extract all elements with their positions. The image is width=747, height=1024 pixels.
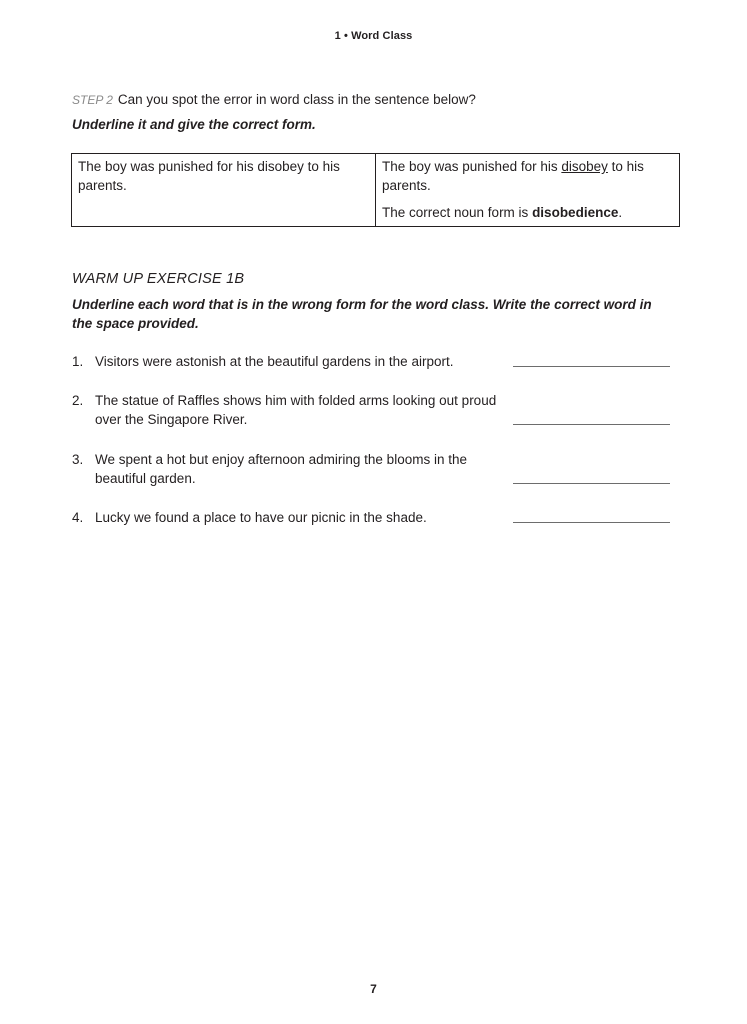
answer-line[interactable] <box>513 424 670 425</box>
correction-prefix: The correct noun form is <box>382 205 533 220</box>
question-text: Lucky we found a place to have our picnic in the shade. <box>95 510 427 525</box>
correction-suffix: . <box>618 205 623 220</box>
step-question <box>72 91 476 109</box>
exercise-instruction: Underline each word that is in the wrong form for the word class. Write the correct word in the space provided. <box>72 297 652 331</box>
question-number: 4. <box>72 510 84 525</box>
sentence-part: The boy was punished for his <box>382 159 562 174</box>
step-tag: STEP 2 <box>72 93 113 107</box>
exercise-title: WARM UP EXERCISE 1B <box>72 271 245 287</box>
question-text: The statue of Raffles shows him with folded arms looking out proud over the Singapore River. <box>95 393 497 427</box>
page-number: 7 <box>370 982 377 996</box>
sentence-part: to his parents. <box>382 159 644 193</box>
question-text: Visitors were astonish at the beautiful gardens in the airport. <box>95 354 454 369</box>
answer-line[interactable] <box>513 522 670 523</box>
correction-note <box>382 203 673 222</box>
example-incorrect-sentence: The boy was punished for his disobey to his parents. <box>78 159 340 193</box>
underlined-error-word: disobey <box>561 159 608 174</box>
question-number: 1. <box>72 354 84 369</box>
step-question-text: Can you spot the error in word class in the sentence below? <box>117 92 476 107</box>
example-table <box>71 153 680 227</box>
question-number: 3. <box>72 452 84 467</box>
example-incorrect-cell <box>72 154 376 227</box>
question-number: 2. <box>72 393 84 408</box>
correction-word: disobedience <box>532 205 619 220</box>
answer-line[interactable] <box>513 366 670 367</box>
example-underlined-sentence <box>382 157 673 195</box>
example-corrected-cell <box>376 154 680 227</box>
answer-line[interactable] <box>513 483 670 484</box>
page-header: 1 • Word Class <box>334 30 413 42</box>
step-instruction: Underline it and give the correct form. <box>72 117 316 132</box>
question-text: We spent a hot but enjoy afternoon admiring the blooms in the beautiful garden. <box>95 452 467 486</box>
